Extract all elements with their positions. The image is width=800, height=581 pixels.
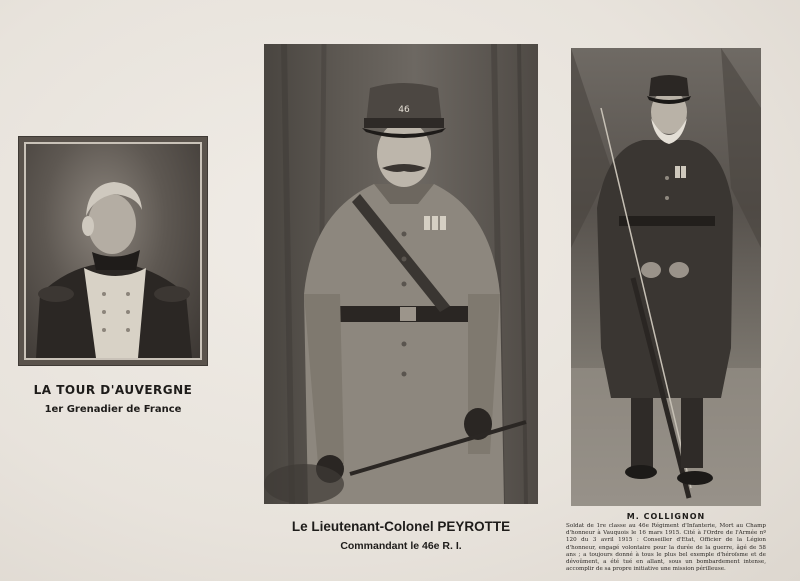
photo-peyrotte	[264, 44, 538, 504]
photo-collignon	[571, 48, 761, 506]
photo-figure-collignon	[571, 48, 761, 506]
portrait-painting-la-tour-dauvergne	[24, 142, 202, 360]
caption-subtitle-la-tour-dauvergne: 1er Grenadier de France	[44, 404, 182, 415]
painting-figure	[26, 144, 200, 358]
portrait-frame-la-tour-dauvergne	[19, 137, 207, 365]
caption-subtitle-peyrotte: Commandant le 46e R. I.	[340, 540, 462, 552]
caption-title-la-tour-dauvergne: LA TOUR D'AUVERGNE	[33, 383, 193, 397]
kepi-number: 46	[398, 105, 410, 115]
caption-title-peyrotte: Le Lieutenant-Colonel PEYROTTE	[291, 519, 511, 534]
caption-title-collignon: M. COLLIGNON	[626, 512, 706, 521]
caption-body-collignon: Soldat de 1re classe au 46e Régiment d'Infanterie, Mort au Champ d'honneur à Vauquois le 16 mars 1915. Cité à l'Ordre de l'Armée nº 120 du 3 avril 1915 : Conseiller d'Etat, Officier de la Légion d'honneur, engagé volontaire pour la durée de la guerre, âgé de 58 ans ; a toujours donné à tous le plus bel exemple d'héroïsme et de dévoûment, a été tué en allant, sous un bombardement intense, accomplir de sa propre initiative une mission périlleuse.	[566, 523, 766, 573]
photo-figure-peyrotte	[264, 44, 538, 504]
